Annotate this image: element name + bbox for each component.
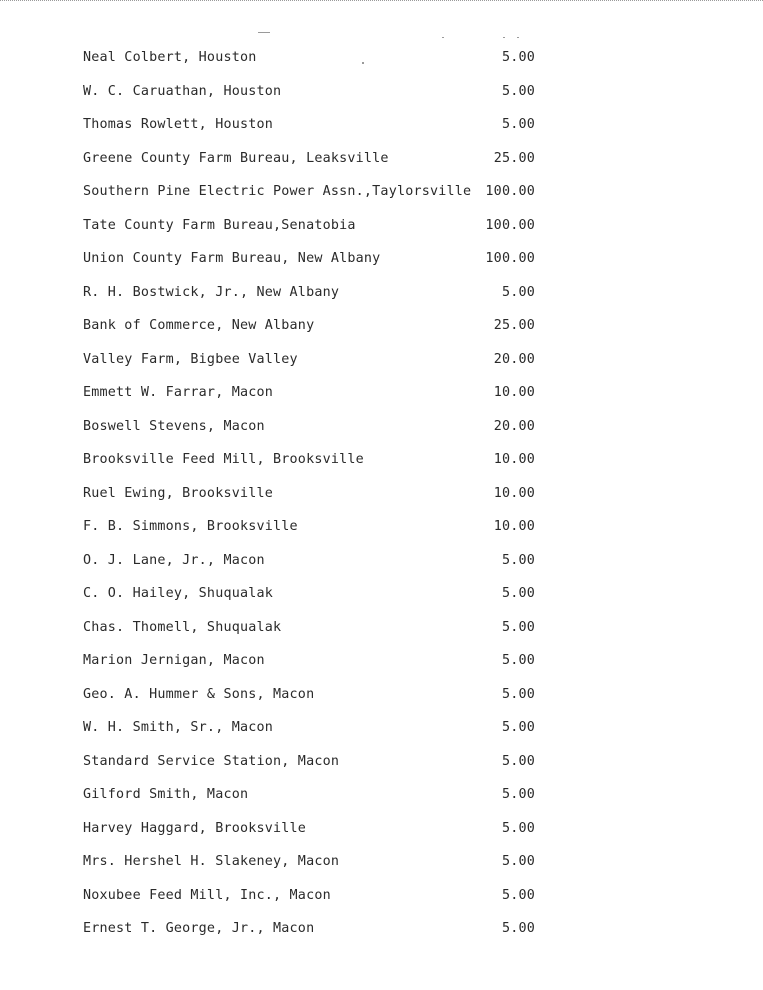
contribution-amount: 5.00: [501, 921, 535, 936]
contributor-name: Greene County Farm Bureau, Leaksville: [83, 150, 389, 166]
contributor-name: Thomas Rowlett, Houston: [83, 117, 274, 132]
contributor-name: R. H. Bostwick, Jr., New Albany: [83, 284, 340, 300]
contribution-amount: 20.00: [493, 418, 535, 434]
ledger-entry: [83, 315, 543, 349]
ledger-entry: [83, 550, 543, 584]
contributor-name: Chas. Thomell, Shuqualak: [83, 619, 282, 635]
contributor-name: Bank of Commerce, New Albany: [83, 318, 315, 333]
contributor-name: Standard Service Station, Macon: [83, 753, 340, 769]
contribution-amount: 20.00: [493, 351, 535, 367]
contribution-ledger: [83, 47, 543, 952]
ledger-entry: [83, 818, 543, 852]
contribution-amount: 5.00: [501, 753, 535, 769]
contribution-amount: 100.00: [485, 251, 535, 266]
scan-speck: [442, 37, 444, 38]
ledger-entry: [83, 282, 543, 316]
contributor-name: W. H. Smith, Sr., Macon: [83, 720, 274, 735]
ledger-entry: [83, 617, 543, 651]
contributor-name: Mrs. Hershel H. Slakeney, Macon: [83, 854, 340, 869]
ledger-entry: [83, 349, 543, 383]
contribution-amount: 5.00: [501, 83, 535, 99]
contribution-amount: 5.00: [501, 117, 535, 132]
ledger-entry: [83, 248, 543, 282]
contributor-name: O. J. Lane, Jr., Macon: [83, 552, 265, 568]
contributor-name: Southern Pine Electric Power Assn.,Taylorsville: [83, 184, 472, 199]
ledger-entry: [83, 918, 543, 952]
ledger-entry: [83, 784, 543, 818]
contribution-amount: 5.00: [501, 787, 535, 802]
contributor-name: Brooksville Feed Mill, Brooksville: [83, 452, 364, 467]
contribution-amount: 10.00: [493, 519, 535, 534]
ledger-entry: [83, 148, 543, 182]
contribution-amount: 25.00: [493, 150, 535, 166]
ledger-entry: [83, 81, 543, 115]
ledger-entry: [83, 684, 543, 718]
scan-speck: [503, 37, 505, 38]
contributor-name: Emmett W. Farrar, Macon: [83, 385, 274, 400]
contribution-amount: 5.00: [501, 820, 535, 836]
contribution-amount: 10.00: [493, 385, 535, 400]
contributor-name: Valley Farm, Bigbee Valley: [83, 351, 298, 367]
contribution-amount: 5.00: [501, 720, 535, 735]
ledger-entry: [83, 382, 543, 416]
contribution-amount: 5.00: [501, 887, 535, 903]
ledger-entry: [83, 751, 543, 785]
contribution-amount: 5.00: [501, 854, 535, 869]
contributor-name: Noxubee Feed Mill, Inc., Macon: [83, 887, 331, 903]
contribution-amount: 5.00: [501, 284, 535, 300]
ledger-entry: [83, 47, 543, 81]
ledger-entry: [83, 851, 543, 885]
contribution-amount: 5.00: [501, 686, 535, 702]
contribution-amount: 5.00: [501, 552, 535, 568]
contributor-name: Ernest T. George, Jr., Macon: [83, 921, 315, 936]
top-edge-dotted-line: [0, 0, 763, 1]
ledger-entry: [83, 717, 543, 751]
contribution-amount: 10.00: [493, 485, 535, 501]
ledger-entry: [83, 483, 543, 517]
scan-speck: [258, 32, 270, 33]
contributor-name: Boswell Stevens, Macon: [83, 418, 265, 434]
contribution-amount: 5.00: [501, 619, 535, 635]
ledger-entry: [83, 583, 543, 617]
contributor-name: Marion Jernigan, Macon: [83, 653, 265, 668]
contribution-amount: 5.00: [501, 653, 535, 668]
contributor-name: Tate County Farm Bureau,Senatobia: [83, 217, 356, 233]
contributor-name: W. C. Caruathan, Houston: [83, 83, 282, 99]
contribution-amount: 5.00: [501, 586, 535, 601]
contribution-amount: 25.00: [493, 318, 535, 333]
contributor-name: Union County Farm Bureau, New Albany: [83, 251, 381, 266]
ledger-entry: [83, 885, 543, 919]
contributor-name: C. O. Hailey, Shuqualak: [83, 586, 274, 601]
contribution-amount: 100.00: [485, 217, 535, 233]
contributor-name: Harvey Haggard, Brooksville: [83, 820, 307, 836]
ledger-entry: [83, 650, 543, 684]
contributor-name: Gilford Smith, Macon: [83, 787, 249, 802]
contributor-name: Ruel Ewing, Brooksville: [83, 485, 274, 501]
contribution-amount: 5.00: [501, 50, 535, 65]
contributor-name: F. B. Simmons, Brooksville: [83, 519, 298, 534]
contributor-name: Neal Colbert, Houston: [83, 50, 257, 65]
ledger-entry: [83, 114, 543, 148]
contribution-amount: 10.00: [493, 452, 535, 467]
ledger-entry: [83, 215, 543, 249]
scan-speck: [517, 37, 519, 38]
ledger-entry: [83, 449, 543, 483]
contributor-name: Geo. A. Hummer & Sons, Macon: [83, 686, 315, 702]
ledger-entry: [83, 516, 543, 550]
contribution-amount: 100.00: [485, 184, 535, 199]
ledger-entry: [83, 416, 543, 450]
ledger-entry: [83, 181, 543, 215]
